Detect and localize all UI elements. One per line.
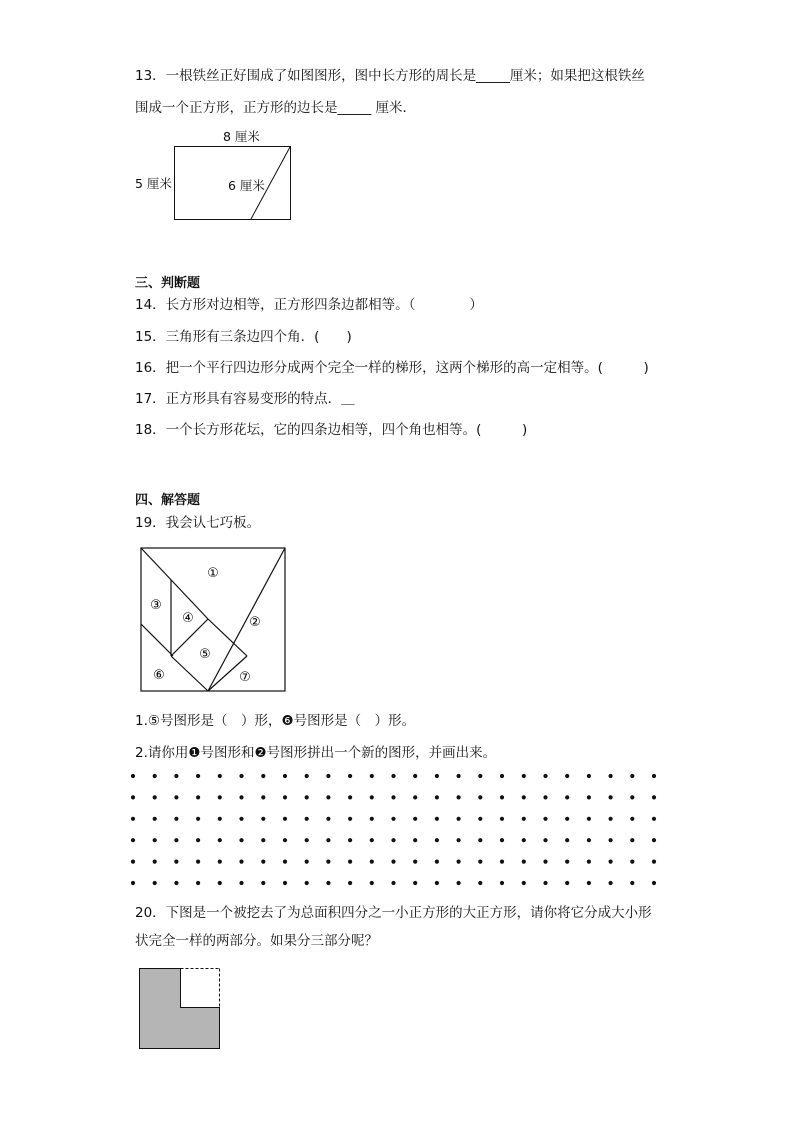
q18-item: 18．一个长方形花坛，它的四条边相等，四个角也相等。( ) xyxy=(135,422,528,438)
q16-item: 16．把一个平行四边形分成两个完全一样的梯形，这两个梯形的高一定相等。( ) xyxy=(135,360,649,376)
section4-title: 四、解答题 xyxy=(135,493,201,508)
q20-line2: 状完全一样的两部分。如果分三部分呢？ xyxy=(135,933,378,949)
section3-title: 三、判断题 xyxy=(135,276,201,291)
tangram-label-6: ⑥ xyxy=(153,668,165,683)
q17-item: 17．正方形具有容易变形的特点．＿ xyxy=(135,391,355,407)
tangram-label-7: ⑦ xyxy=(239,670,251,685)
q13-left-label: 5 厘米 xyxy=(135,176,172,191)
q13-line2: 围成一个正方形，正方形的边长是_____ 厘米． xyxy=(135,100,417,116)
tangram-label-2: ② xyxy=(249,615,261,630)
q15-item: 15．三角形有三条边四个角．( ) xyxy=(135,329,352,345)
q13-top-label: 8 厘米 xyxy=(223,129,260,144)
q13-diagonal-label: 6 厘米 xyxy=(228,178,265,193)
tangram-label-5: ⑤ xyxy=(199,647,211,662)
q19-sub2: 2.请你用❶号图形和❷号图形拼出一个新的图形，并画出来。 xyxy=(135,745,497,761)
q19-title: 19．我会认七巧板。 xyxy=(135,515,261,531)
q20-line1: 20．下图是一个被挖去了为总面积四分之一小正方形的大正方形，请你将它分成大小形 xyxy=(135,905,652,921)
q13-line1: 13．一根铁丝正好围成了如图图形，图中长方形的周长是_____厘米；如果把这根铁丝 xyxy=(135,68,645,84)
tangram-label-1: ① xyxy=(207,566,219,581)
q14-item: 14．长方形对边相等，正方形四条边都相等。（ ） xyxy=(135,297,483,313)
q19-sub1: 1.⑤号图形是（ ）形，❻号图形是（ ）形。 xyxy=(135,713,416,729)
tangram-label-3: ③ xyxy=(150,598,162,613)
tangram-label-4: ④ xyxy=(182,611,194,626)
